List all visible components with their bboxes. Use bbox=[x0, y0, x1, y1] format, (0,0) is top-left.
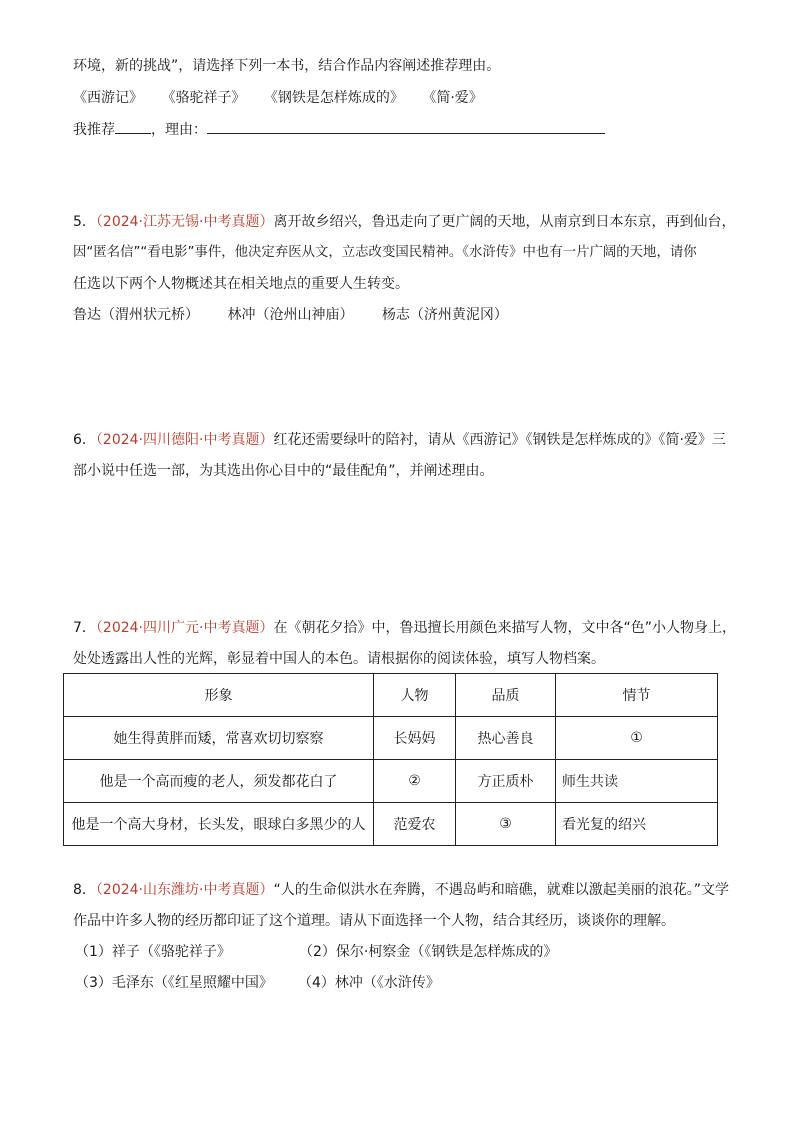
table-cell: 师生共读 bbox=[556, 760, 718, 803]
question-5-line-3: 任选以下两个人物概述其在相关地点的重要人生转变。 bbox=[73, 276, 409, 292]
book-options bbox=[73, 88, 483, 108]
table-cell: 看光复的绍兴 bbox=[556, 803, 718, 846]
question-source: （2024·山东潍坊·中考真题） bbox=[95, 882, 274, 898]
book-option: 《简·爱》 bbox=[422, 90, 483, 106]
book-option: 《钢铁是怎样炼成的》 bbox=[263, 90, 404, 106]
header-plot: 情节 bbox=[556, 674, 718, 717]
question-8-options-row-2 bbox=[75, 973, 299, 993]
question-5-options bbox=[73, 305, 508, 325]
question-5-line-2: 因“匿名信”“看电影”事件，他决定弃医从文，立志改变国民精神。《水浒传》中也有一片广阔的天地，请你 bbox=[73, 245, 697, 260]
header-quality: 品质 bbox=[456, 674, 556, 717]
question-8-line-2: 作品中许多人物的经历都印证了这个道理。请从下面选择一个人物，结合其经历，谈谈你的理解。 bbox=[73, 913, 675, 929]
character-profile-table bbox=[63, 673, 718, 846]
option-item: 林冲（沧州山神庙） bbox=[227, 307, 354, 323]
table-row bbox=[64, 760, 718, 803]
option-item: （1）祥子（《骆驼祥子》 bbox=[75, 944, 231, 960]
answer-cell[interactable]: ② bbox=[374, 760, 456, 803]
question-7-line-2: 处处透露出人性的光辉，彰显着中国人的本色。请根据你的阅读体验，填写人物档案。 bbox=[73, 651, 605, 667]
question-5-line-1 bbox=[73, 212, 735, 232]
header-character: 人物 bbox=[374, 674, 456, 717]
answer-cell[interactable]: ① bbox=[556, 717, 718, 760]
option-item: （4）林冲（《水浒传》 bbox=[298, 975, 440, 991]
table-cell: 长妈妈 bbox=[374, 717, 456, 760]
question-7-line-1 bbox=[73, 618, 736, 638]
recommend-label: 我推荐 bbox=[73, 122, 115, 138]
question-text: 红花还需要绿叶的陪衬，请从《西游记》《钢铁是怎样炼成的》《简·爱》三 bbox=[273, 432, 726, 448]
book-option: 《骆驼祥子》 bbox=[161, 90, 246, 106]
table-cell: 他是一个高而瘦的老人，须发都花白了 bbox=[64, 760, 374, 803]
table-cell: 她生得黄胖而矮，常喜欢切切察察 bbox=[64, 717, 374, 760]
book-option: 《西游记》 bbox=[73, 90, 143, 106]
question-source: （2024·四川广元·中考真题） bbox=[95, 620, 274, 636]
table-row bbox=[64, 803, 718, 846]
question-source: （2024·四川德阳·中考真题） bbox=[95, 432, 274, 448]
question-source: （2024·江苏无锡·中考真题） bbox=[95, 214, 274, 230]
question-number: 8． bbox=[73, 882, 96, 898]
option-item: （3）毛泽东（《红星照耀中国》 bbox=[75, 975, 273, 991]
table-cell: 方正质朴 bbox=[456, 760, 556, 803]
question-6-line-2: 部小说中任选一部，为其选出你心目中的“最佳配角”，并阐述理由。 bbox=[73, 463, 494, 479]
table-header-row bbox=[64, 674, 718, 717]
question-number: 7． bbox=[73, 620, 96, 636]
table-row bbox=[64, 717, 718, 760]
question-number: 5． bbox=[73, 214, 96, 230]
reason-blank[interactable] bbox=[207, 119, 605, 134]
question-6-line-1 bbox=[73, 430, 726, 450]
question-8-options-row-1 bbox=[75, 942, 557, 962]
header-image: 形象 bbox=[64, 674, 374, 717]
question-text: “人的生命似洪水在奔腾，不遇岛屿和暗礁，就难以激起美丽的浪花。”文学 bbox=[273, 882, 729, 898]
question-number: 6． bbox=[73, 432, 96, 448]
reason-label: ，理由： bbox=[151, 122, 207, 138]
table-cell: 他是一个高大身材，长头发，眼球白多黑少的人 bbox=[64, 803, 374, 846]
intro-line: 环境，新的挑战”，请选择下列一本书，结合作品内容阐述推荐理由。 bbox=[73, 58, 501, 74]
table-cell: 范爱农 bbox=[374, 803, 456, 846]
question-text: 离开故乡绍兴，鲁迅走向了更广阔的天地，从南京到日本东京，再到仙台， bbox=[273, 214, 736, 230]
option-item: （2）保尔·柯察金（《钢铁是怎样炼成的》 bbox=[299, 944, 558, 960]
option-item: 杨志（济州黄泥冈） bbox=[381, 307, 508, 323]
recommend-line bbox=[73, 119, 605, 140]
recommend-blank[interactable] bbox=[115, 119, 151, 134]
answer-cell[interactable]: ③ bbox=[456, 803, 556, 846]
table-cell: 热心善良 bbox=[456, 717, 556, 760]
option-item: 鲁达（渭州状元桥） bbox=[73, 307, 199, 323]
question-text: 在《朝花夕拾》中，鲁迅擅长用颜色来描写人物，文中各“色”小人物身上， bbox=[273, 620, 736, 636]
question-8-line-1 bbox=[73, 880, 729, 900]
